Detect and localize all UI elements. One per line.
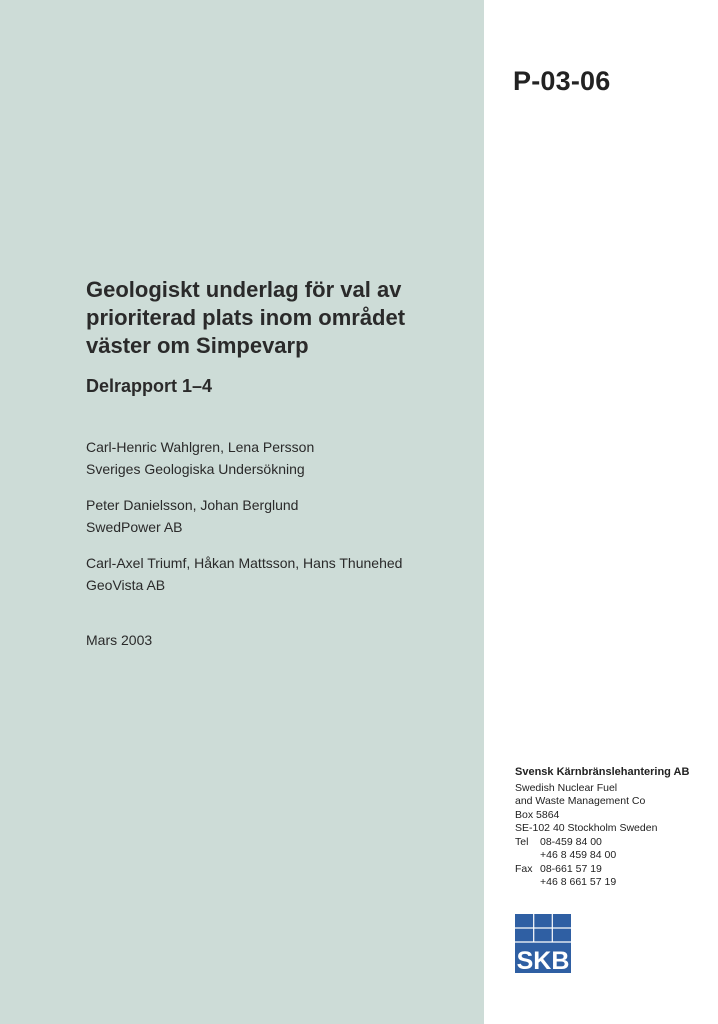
contact-row-tel xyxy=(515,836,689,850)
publisher-name: Svensk Kärnbränslehantering AB xyxy=(515,766,690,778)
contact-label xyxy=(515,849,540,863)
skb-logo-icon xyxy=(515,914,571,973)
report-date: Mars 2003 xyxy=(86,632,153,648)
contact-label: Fax xyxy=(515,862,533,875)
publisher-address: SE-102 40 Stockholm Sweden xyxy=(515,822,658,834)
contact-label xyxy=(515,876,540,890)
publisher-line: and Waste Management Co xyxy=(515,795,646,807)
publisher-block xyxy=(515,766,689,890)
report-number: P-03-06 xyxy=(513,66,611,96)
report-title xyxy=(86,276,466,360)
publisher-address: Box 5864 xyxy=(515,808,560,821)
contact-value: +46 8 661 57 19 xyxy=(540,876,617,888)
report-subtitle: Delrapport 1–4 xyxy=(86,376,213,396)
contact-value: 08-459 84 00 xyxy=(540,835,602,848)
contact-row-fax-intl xyxy=(515,876,689,890)
title-line-3: väster om Simpevarp xyxy=(86,333,309,358)
author-group-geovista xyxy=(86,552,402,596)
author-organization: GeoVista AB xyxy=(86,577,166,593)
publisher-line: Swedish Nuclear Fuel xyxy=(515,781,618,794)
author-names: Peter Danielsson, Johan Berglund xyxy=(86,497,299,513)
author-group-sgu xyxy=(86,436,314,480)
author-names: Carl-Henric Wahlgren, Lena Persson xyxy=(86,439,315,455)
author-names: Carl-Axel Triumf, Håkan Mattsson, Hans Thunehed xyxy=(86,555,403,571)
contact-row-fax xyxy=(515,863,689,877)
contact-label: Tel xyxy=(515,835,529,848)
title-line-1: Geologiskt underlag för val av xyxy=(86,277,402,302)
contact-value: +46 8 459 84 00 xyxy=(540,849,617,861)
author-organization: SwedPower AB xyxy=(86,519,183,535)
contact-row-tel-intl xyxy=(515,849,689,863)
logo-text: SKB xyxy=(516,947,570,973)
title-line-2: prioriterad plats inom området xyxy=(86,305,406,330)
contact-value: 08-661 57 19 xyxy=(540,862,602,875)
author-group-swedpower xyxy=(86,494,298,538)
author-organization: Sveriges Geologiska Undersökning xyxy=(86,461,305,477)
